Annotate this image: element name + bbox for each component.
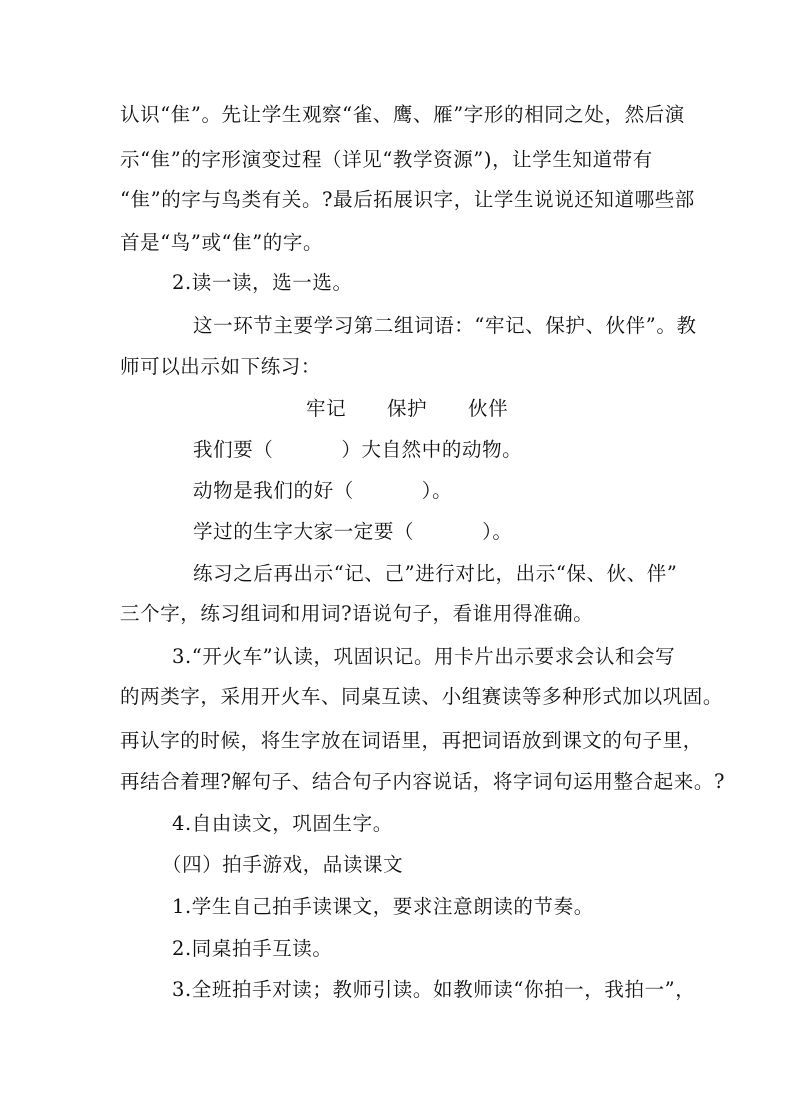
text-line: 再认字的时候，将生字放在词语里，再把词语放到课文的句子里， [120, 729, 703, 752]
word-options: 牢记 保护 伙伴 [306, 397, 509, 420]
text-line: 再结合着理?解句子、结合句子内容说话，将字词句运用整合起来。? [120, 770, 726, 793]
list-item-heading: 4.自由读文，巩固生字。 [172, 812, 393, 835]
text-line: 师可以出示如下练习： [120, 355, 322, 378]
section-heading: （四）拍手游戏，品读课文 [162, 853, 404, 876]
text-line: 三个字，练习组词和用词?语说句子，看谁用得准确。 [120, 602, 594, 625]
text-line: 认识“隹”。先让学生观察“雀、鹰、雁”字形的相同之处，然后演 [120, 103, 685, 126]
exercise-sentence: 我们要（ ）大自然中的动物。 [193, 438, 523, 461]
exercise-sentence: 学过的生字大家一定要（ ）。 [193, 520, 513, 543]
list-item-heading: 2.读一读，选一选。 [172, 271, 353, 294]
list-item: 2.同桌拍手互读。 [172, 937, 333, 960]
list-item: 1.学生自己拍手读课文，要求注意朗读的节奏。 [172, 895, 594, 918]
text-line: “隹”的字与鸟类有关。?最后拓展识字，让学生说说还知道哪些部 [120, 188, 695, 211]
text-line: 练习之后再出示“记、己”进行对比，出示“保、伙、伴” [193, 562, 678, 585]
text-line: 首是“鸟”或“隹”的字。 [120, 231, 324, 254]
exercise-sentence: 动物是我们的好（ ）。 [193, 479, 453, 502]
text-line: 的两类字，采用开火车、同桌互读、小组赛读等多种形式加以巩固。 [120, 685, 724, 708]
list-item-heading: 3.“开火车”认读，巩固识记。用卡片出示要求会认和会写 [172, 645, 676, 668]
text-line: 示“隹”的字形演变过程（详见“教学资源”)，让学生知道带有 [120, 148, 653, 171]
list-item: 3.全班拍手对读；教师引读。如教师读“你拍一，我拍一”， [172, 978, 696, 1001]
text-line: 这一环节主要学习第二组词语：“牢记、保护、伙伴”。教 [193, 314, 697, 337]
